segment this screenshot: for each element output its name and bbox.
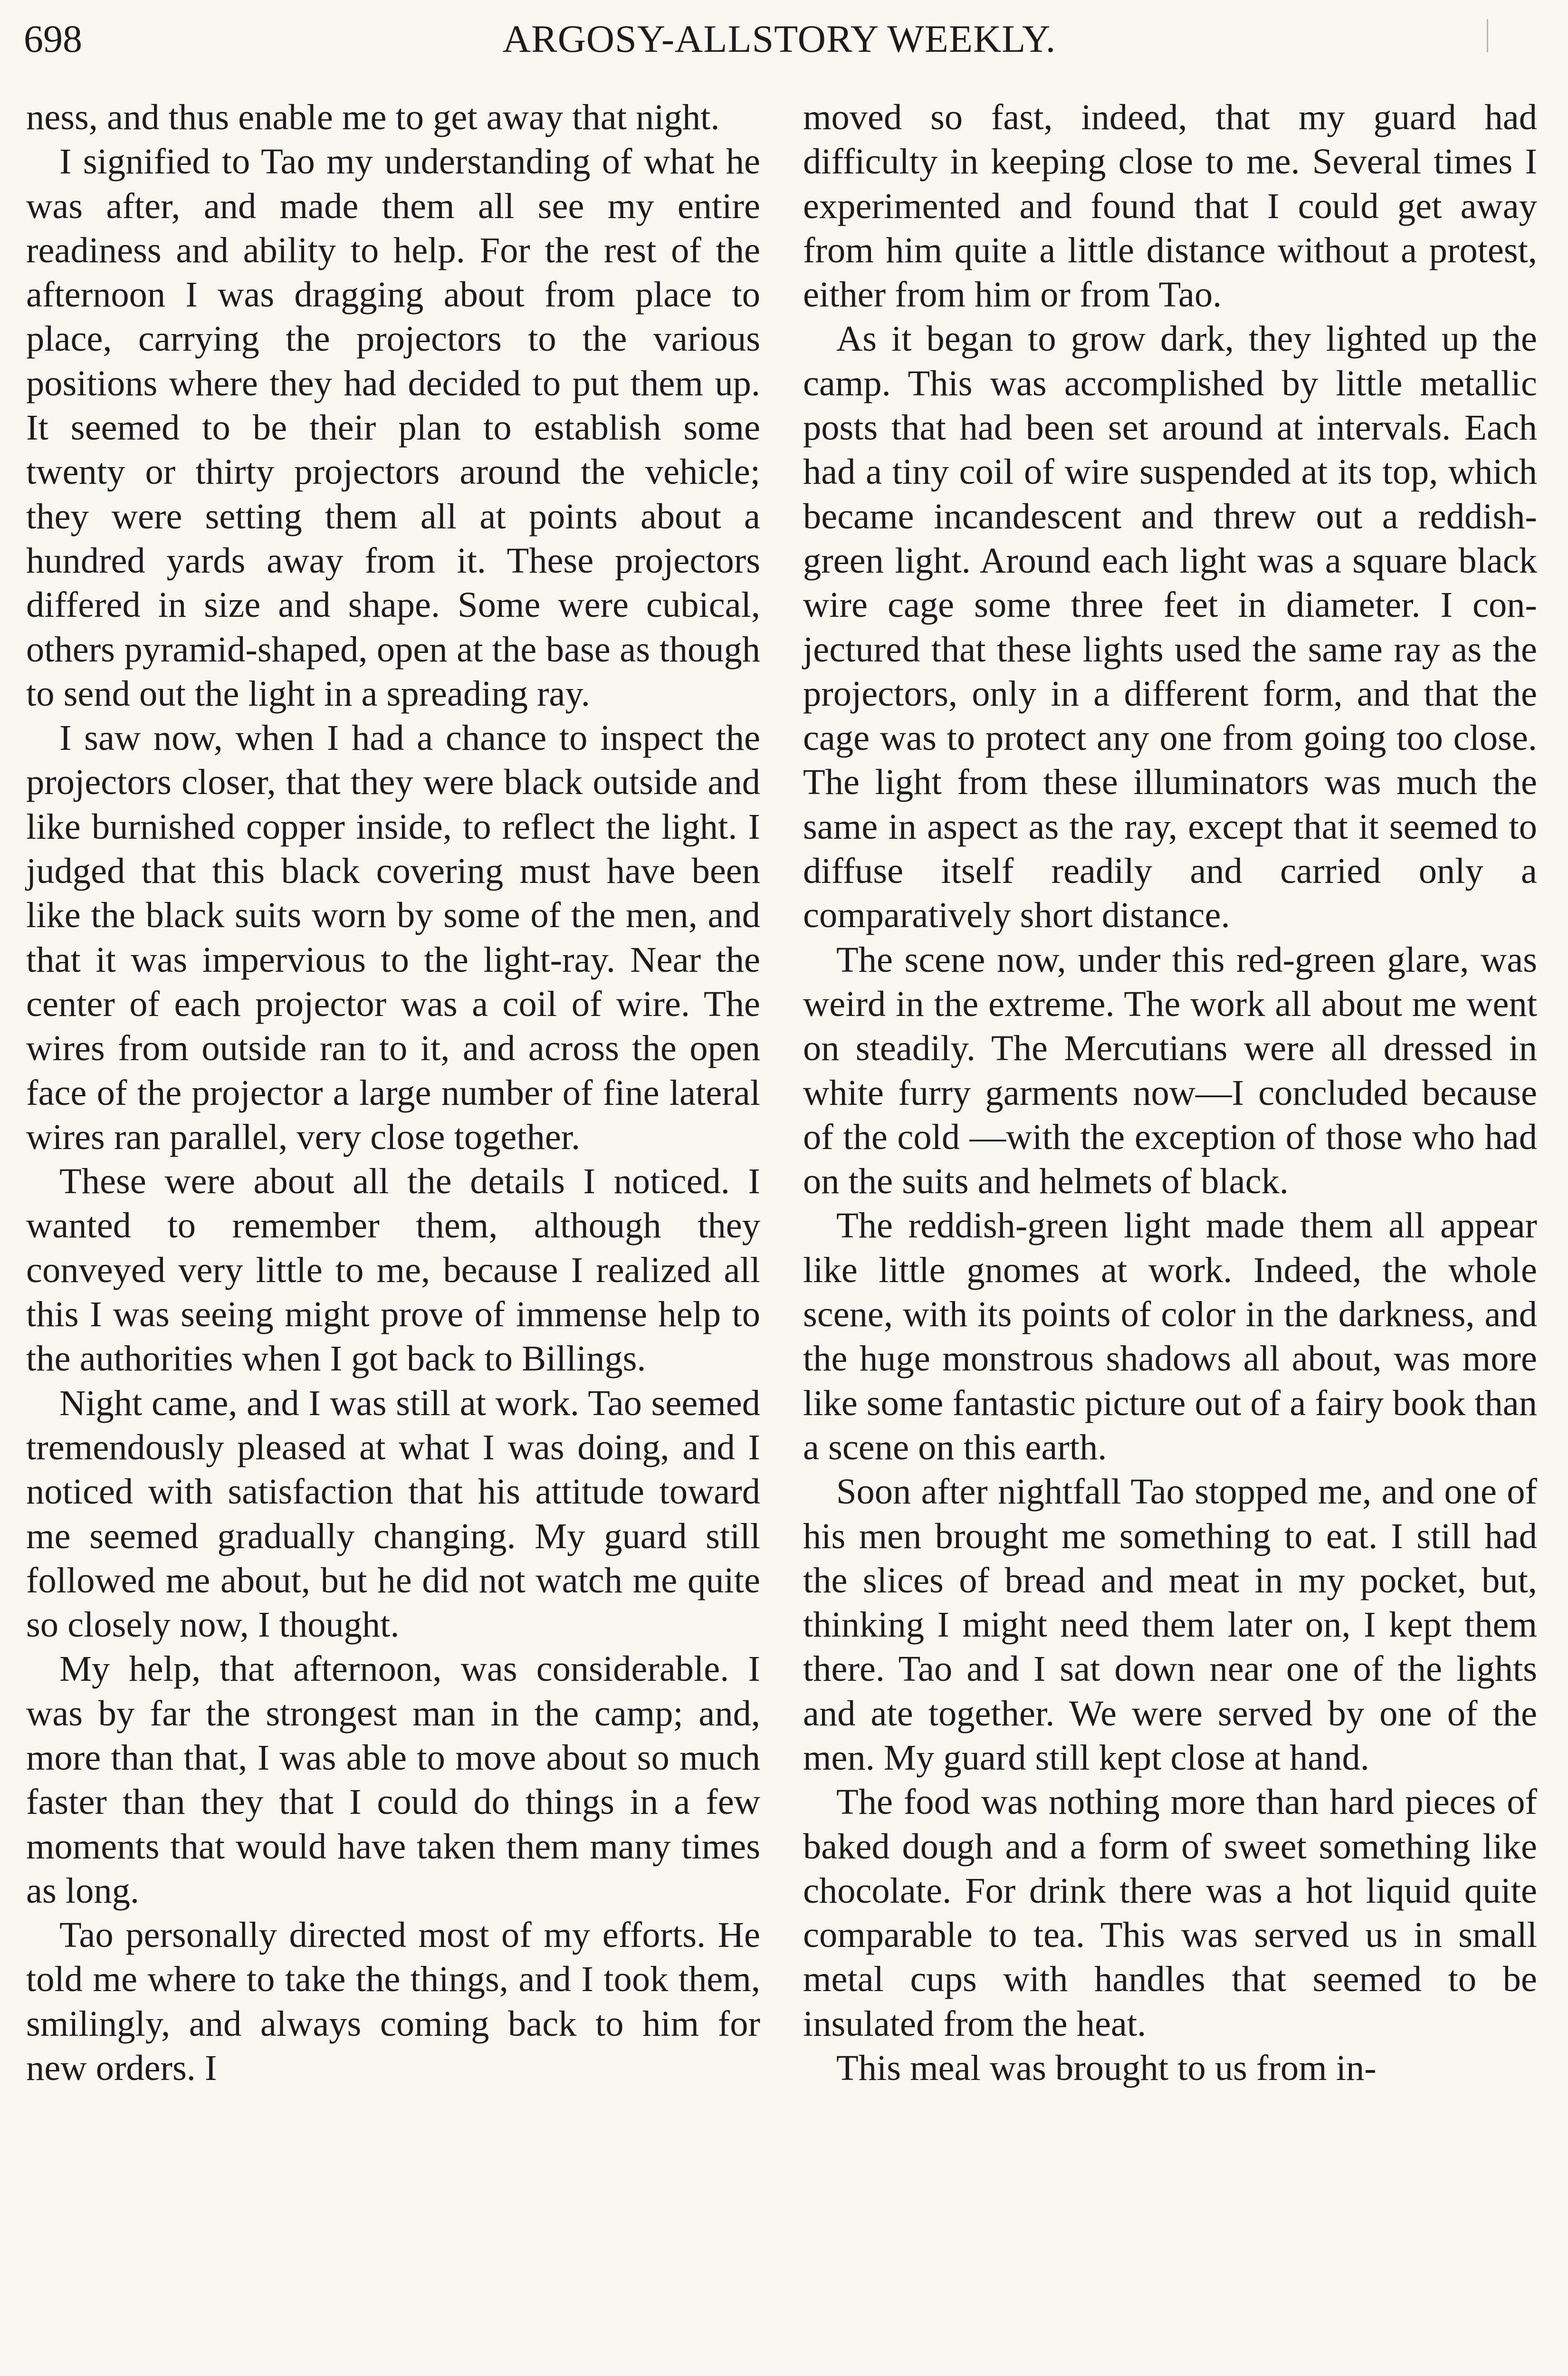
page-number: 698 xyxy=(24,17,82,60)
paragraph: The food was nothing more than hard pieces of baked dough and a form of sweet something like chocolate. For drink there was a hot liquid quite comparable to tea. This was served us in small metal cups with handles that seemed to be insulated from the heat. xyxy=(803,1782,1537,2044)
paragraph: The scene now, under this red-green glare, was weird in the extreme. The work all about me went on steadily. The Mercutians were all dressed in white furry garments now—I concluded because of the cold —with the exception of those who had on the suits and helmets of black. xyxy=(803,939,1537,1202)
paragraph: I saw now, when I had a chance to inspect the projectors closer, that they were black outside and like burnished copper inside, to reflect the light. I judged that this black covering must have been like the black suits worn by some of the men, and that it was impervious to the light-ray. Near the center of each projector was a coil of wire. The wires from outside ran to it, and across the open face of the projector a large number of fine lateral wires ran parallel, very close together. xyxy=(26,718,760,1157)
paragraph: These were about all the details I noticed. I wanted to remember them, although they conveyed very little to me, because I realized all this I was seeing might prove of immense help to the authorities when I got back to Billings. xyxy=(26,1161,760,1379)
paragraph: Soon after nightfall Tao stopped me, and one of his men brought me something to eat. I still had the slices of bread and meat in my pocket, but, thinking I might need them later on, I kept them there. Tao and I sat down near one of the lights and ate together. We were served by one of the men. My guard still kept close at hand. xyxy=(803,1471,1537,1778)
paragraph: moved so fast, indeed, that my guard had difficulty in keeping close to me. Several times I experimented and found that I could get away from him quite a little distance without a protest, either from him or from Tao. xyxy=(803,97,1537,315)
paragraph: ness, and thus enable me to get away that night. xyxy=(26,97,720,137)
paragraph: The reddish-green light made them all appear like little gnomes at work. Indeed, the whole scene, with its points of color in the darkness, and the huge monstrous shadows all about, was more like some fantastic picture out of a fairy book than a scene on this earth. xyxy=(803,1205,1537,1467)
paragraph: As it began to grow dark, they lighted up the camp. This was accomplished by little metallic posts that had been set around at intervals. Each had a tiny coil of wire suspended at its top, which became incandescent and threw out a reddish-green light. Around each light was a square black wire cage some three feet in diameter. I conjectured that these lights used the same ray as the projectors, only in a different form, and that the cage was to protect any one from going too close. The light from these illuminators was much the same in aspect as the ray, except that it seemed to diffuse itself readily and carried only a comparatively short distance. xyxy=(803,318,1537,936)
running-title: ARGOSY-ALLSTORY WEEKLY. xyxy=(502,17,1056,60)
left-column xyxy=(26,95,760,2090)
paragraph: Night came, and I was still at work. Tao seemed tremendously pleased at what I was doing, and I noticed with satisfaction that his attitude toward me seemed gradually changing. My guard still followed me about, but he did not watch me quite so closely now, I thought. xyxy=(26,1382,760,1645)
margin-mark xyxy=(1487,19,1492,52)
paragraph: I signified to Tao my understanding of what he was after, and made them all see my entire readiness and ability to help. For the rest of the afternoon I was dragging about from place to place, carrying the projectors to the various positions where they had decided to put them up. It seemed to be their plan to establish some twenty or thirty projectors around the vehicle; they were setting them all at points about a hundred yards away from it. These projectors differed in size and shape. Some were cubical, others pyramid-shaped, open at the base as though to send out the light in a spreading ray. xyxy=(26,141,760,714)
paragraph: My help, that afternoon, was considerable. I was by far the strongest man in the camp; and, more than that, I was able to move about so much faster than they that I could do things in a few moments that would have taken them many times as long. xyxy=(26,1648,760,1911)
paragraph: Tao personally directed most of my efforts. He told me where to take the things, and I took them, smilingly, and always coming back to him for new orders. I xyxy=(26,1915,760,2089)
paragraph: This meal was brought to us from in- xyxy=(836,2048,1377,2089)
page-header xyxy=(24,10,1535,67)
right-column xyxy=(803,95,1537,2090)
